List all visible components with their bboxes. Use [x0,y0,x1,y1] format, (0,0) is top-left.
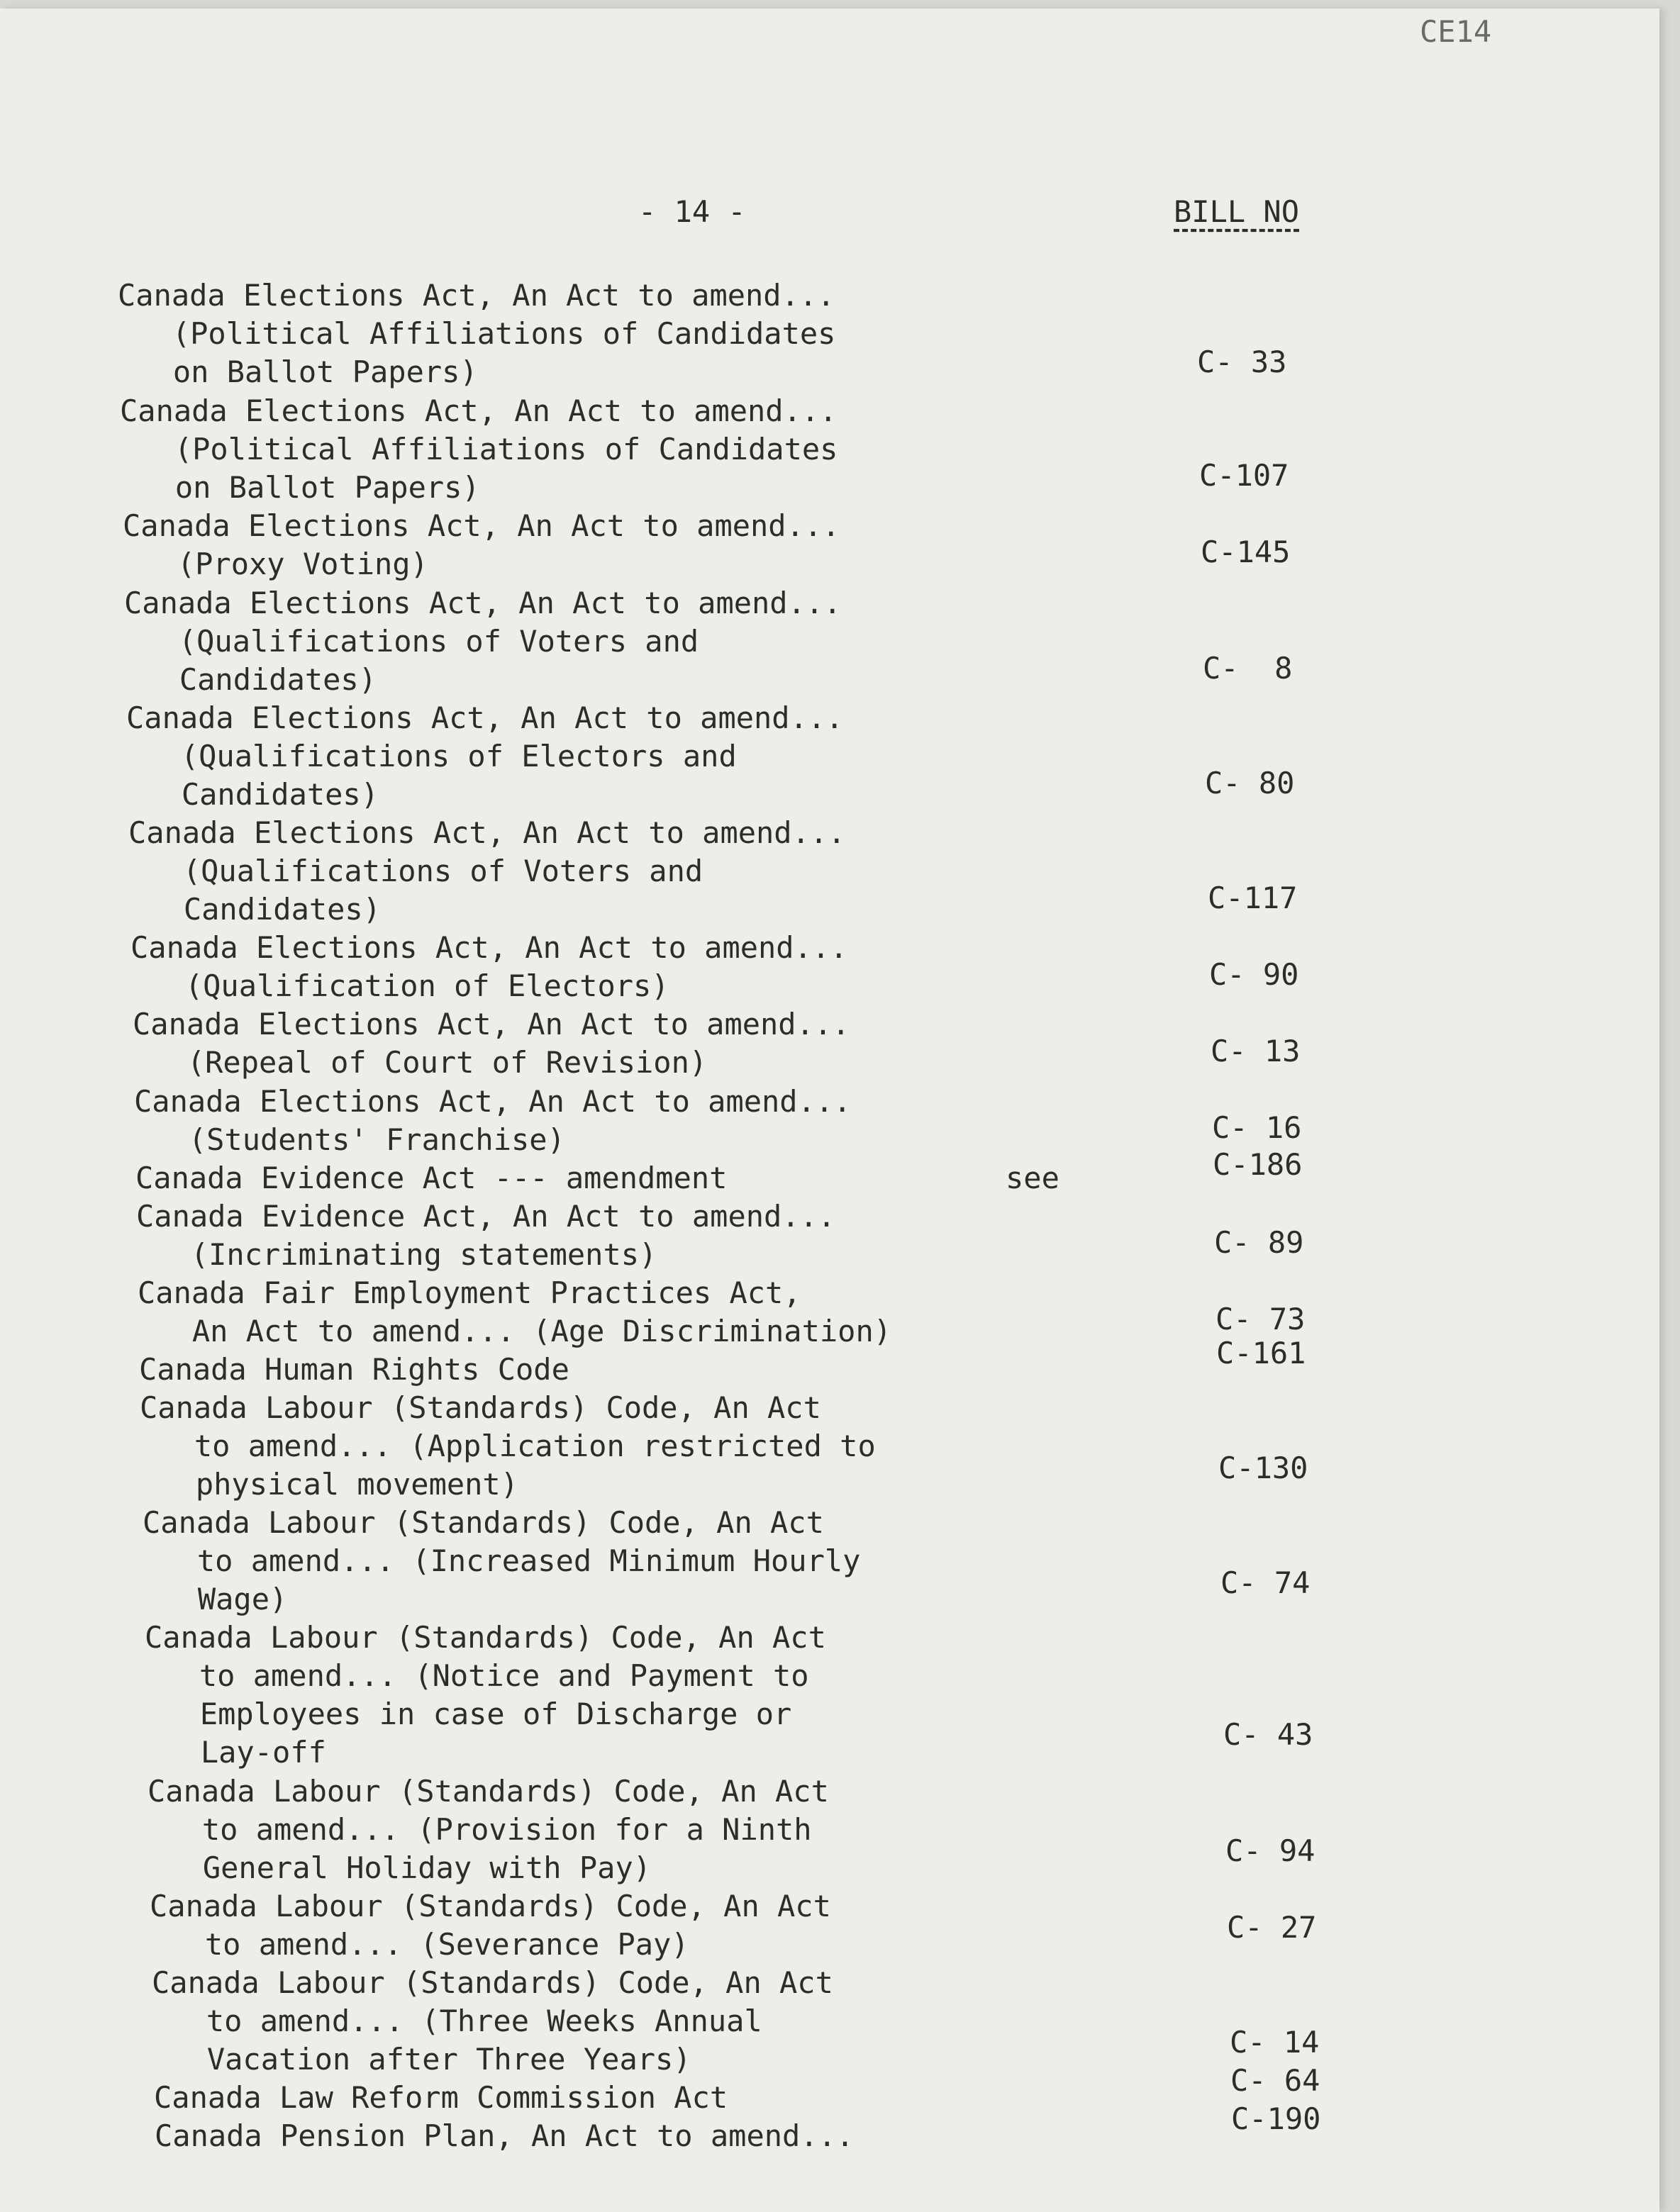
entry-title: Canada Labour (Standards) Code, An Act [143,1505,824,1540]
entry-subtitle-line: Vacation after Three Years) [153,2042,691,2077]
entry-subtitle-line: General Holiday with Pay) [149,1850,652,1885]
page-number: - 14 - [638,194,746,229]
bill-number: C- 16 [1212,1110,1302,1145]
entry-subtitle-line: (Incriminating statements) [137,1237,657,1272]
bill-number: C- 64 [1230,2063,1320,2098]
bill-number: C-145 [1201,535,1291,569]
entry-subtitle-line: to amend... (Application restricted to [140,1429,876,1463]
entry-subtitle-line: (Repeal of Court of Revision) [133,1045,708,1080]
entry-subtitle-line: Employees in case of Discharge or [146,1697,792,1731]
bill-number: C- 33 [1197,345,1287,379]
entry-subtitle-line: Candidates) [126,662,377,697]
bill-number: C- 90 [1209,957,1299,992]
entry-title: Canada Labour (Standards) Code, An Act [148,1774,829,1809]
entry-title: Canada Labour (Standards) Code, An Act [140,1390,821,1425]
entry-title: Canada Human Rights Code [139,1352,569,1387]
corner-tag: CE14 [1420,14,1492,49]
entry-title: Canada Elections Act, An Act to amend... [123,508,840,543]
entry-subtitle-line: Candidates) [130,892,382,927]
bill-number: C- 94 [1225,1833,1315,1868]
entry-title: Canada Evidence Act --- amendment [135,1161,728,1195]
entry-title: Canada Labour (Standards) Code, An Act [152,1965,833,2000]
entry-title: Canada Fair Employment Practices Act, [138,1275,801,1310]
entry-subtitle-line: (Proxy Voting) [123,547,428,581]
entry-subtitle-line: (Qualifications of Electors and [127,739,737,773]
entry-subtitle-line: (Qualification of Electors) [131,968,669,1003]
entry-title: Canada Elections Act, An Act to amend... [126,700,844,735]
entry-subtitle-line: (Qualifications of Voters and [125,624,699,659]
entry-title: Canada Elections Act, An Act to amend... [118,278,835,313]
entry-subtitle-line: (Political Affiliations of Candidates [118,316,836,351]
bill-number: C- 43 [1223,1717,1313,1752]
bill-number: C-107 [1199,458,1289,493]
entry-subtitle-line: (Students' Franchise) [135,1122,565,1157]
bill-number: C-186 [1213,1147,1303,1182]
bill-number: C- 73 [1216,1302,1306,1336]
entry-title: Canada Pension Plan, An Act to amend... [155,2118,855,2153]
bill-number: C- 14 [1230,2025,1320,2060]
entry-title: Canada Elections Act, An Act to amend... [120,393,838,428]
entry-title: Canada Elections Act, An Act to amend... [133,1007,850,1041]
entry-subtitle-line: to amend... (Severance Pay) [151,1927,689,1962]
entry-subtitle-line: (Political Affiliations of Candidates [121,432,838,467]
see-reference: see [1006,1161,1059,1195]
bill-number: C-130 [1218,1451,1308,1485]
bill-number: C- 8 [1203,651,1293,686]
entry-subtitle-line: Wage) [144,1582,288,1616]
bill-number: C- 74 [1220,1565,1311,1600]
entry-subtitle-line: (Qualifications of Voters and [129,854,703,888]
entry-subtitle-line: Candidates) [128,777,379,812]
entry-subtitle-line: physical movement) [142,1467,519,1502]
entry-title: Canada Labour (Standards) Code, An Act [145,1620,826,1655]
entry-subtitle-line: An Act to amend... (Age Discrimination) [138,1314,892,1348]
entry-subtitle-line: to amend... (Provision for a Ninth [148,1812,812,1847]
bill-number: C- 80 [1205,766,1295,800]
entry-title: Canada Elections Act, An Act to amend... [130,930,848,965]
bill-number: C-117 [1208,881,1298,915]
entry-subtitle-line: to amend... (Three Weeks Annual [152,2004,762,2038]
entry-subtitle-line: on Ballot Papers) [119,354,478,389]
entry-subtitle-line: Lay-off [147,1735,326,1770]
entry-title: Canada Law Reform Commission Act [154,2080,728,2115]
entry-title: Canada Elections Act, An Act to amend... [134,1084,852,1119]
bill-number-header: BILL NO [1174,194,1300,229]
entry-title: Canada Evidence Act, An Act to amend... [136,1199,836,1234]
entry-subtitle-line: to amend... (Increased Minimum Hourly [143,1543,861,1578]
bill-number: C-190 [1231,2101,1321,2136]
entry-title: Canada Elections Act, An Act to amend... [124,586,842,620]
bill-number: C- 13 [1211,1034,1301,1068]
entry-subtitle-line: to amend... (Notice and Payment to [145,1658,809,1693]
bill-number: C- 27 [1227,1910,1317,1945]
entry-subtitle-line: on Ballot Papers) [121,470,480,505]
entry-title: Canada Labour (Standards) Code, An Act [150,1889,831,1923]
bill-number: C-161 [1216,1336,1306,1370]
bill-number: C- 89 [1214,1225,1304,1260]
entry-title: Canada Elections Act, An Act to amend... [128,815,846,850]
document-page [0,9,1659,2212]
